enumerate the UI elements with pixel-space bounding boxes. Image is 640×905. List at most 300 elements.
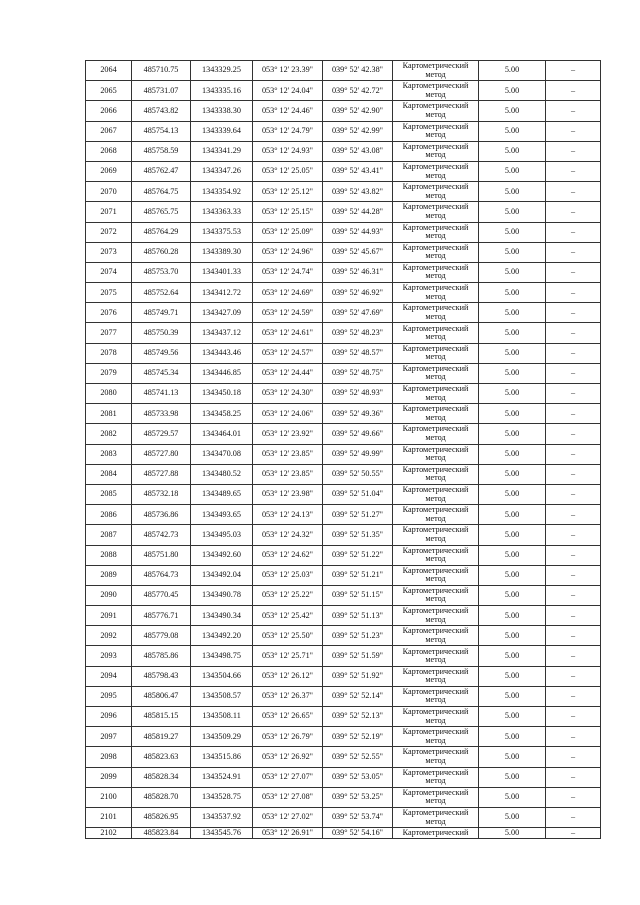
note-cell: – (546, 343, 601, 363)
latitude-cell: 053° 12' 24.96" (253, 242, 323, 262)
x-coordinate-cell: 485828.34 (132, 767, 191, 787)
accuracy-cell: 5.00 (479, 606, 546, 626)
method-cell: Картометрический метод (393, 807, 479, 827)
latitude-cell: 053° 12' 24.46" (253, 101, 323, 121)
longitude-cell: 039° 52' 48.75" (323, 363, 393, 383)
longitude-cell: 039° 52' 42.99" (323, 121, 393, 141)
point-number-cell: 2074 (86, 262, 132, 282)
note-cell: – (546, 828, 601, 839)
y-coordinate-cell: 1343389.30 (191, 242, 253, 262)
table-row (86, 444, 601, 464)
longitude-cell: 039° 52' 51.23" (323, 626, 393, 646)
table-row (86, 505, 601, 525)
x-coordinate-cell: 485815.15 (132, 707, 191, 727)
accuracy-cell: 5.00 (479, 141, 546, 161)
y-coordinate-cell: 1343338.30 (191, 101, 253, 121)
y-coordinate-cell: 1343492.60 (191, 545, 253, 565)
note-cell: – (546, 807, 601, 827)
longitude-cell: 039° 52' 51.35" (323, 525, 393, 545)
latitude-cell: 053° 12' 25.71" (253, 646, 323, 666)
x-coordinate-cell: 485733.98 (132, 404, 191, 424)
point-number-cell: 2079 (86, 363, 132, 383)
longitude-cell: 039° 52' 51.22" (323, 545, 393, 565)
note-cell: – (546, 525, 601, 545)
longitude-cell: 039° 52' 42.38" (323, 61, 393, 81)
note-cell: – (546, 424, 601, 444)
x-coordinate-cell: 485731.07 (132, 81, 191, 101)
note-cell: – (546, 404, 601, 424)
latitude-cell: 053° 12' 25.50" (253, 626, 323, 646)
latitude-cell: 053° 12' 24.61" (253, 323, 323, 343)
accuracy-cell: 5.00 (479, 101, 546, 121)
table-row (86, 323, 601, 343)
x-coordinate-cell: 485729.57 (132, 424, 191, 444)
x-coordinate-cell: 485741.13 (132, 384, 191, 404)
point-number-cell: 2070 (86, 182, 132, 202)
note-cell: – (546, 182, 601, 202)
table-row (86, 384, 601, 404)
y-coordinate-cell: 1343515.86 (191, 747, 253, 767)
y-coordinate-cell: 1343347.26 (191, 161, 253, 181)
table-row (86, 283, 601, 303)
latitude-cell: 053° 12' 24.62" (253, 545, 323, 565)
latitude-cell: 053° 12' 24.04" (253, 81, 323, 101)
latitude-cell: 053° 12' 26.79" (253, 727, 323, 747)
note-cell: – (546, 121, 601, 141)
longitude-cell: 039° 52' 52.55" (323, 747, 393, 767)
latitude-cell: 053° 12' 25.42" (253, 606, 323, 626)
latitude-cell: 053° 12' 24.44" (253, 363, 323, 383)
x-coordinate-cell: 485727.80 (132, 444, 191, 464)
x-coordinate-cell: 485749.56 (132, 343, 191, 363)
x-coordinate-cell: 485762.47 (132, 161, 191, 181)
table-row (86, 262, 601, 282)
table-row (86, 686, 601, 706)
x-coordinate-cell: 485785.86 (132, 646, 191, 666)
accuracy-cell: 5.00 (479, 363, 546, 383)
point-number-cell: 2088 (86, 545, 132, 565)
method-cell: Картометрический метод (393, 61, 479, 81)
y-coordinate-cell: 1343492.20 (191, 626, 253, 646)
longitude-cell: 039° 52' 42.90" (323, 101, 393, 121)
latitude-cell: 053° 12' 23.85" (253, 444, 323, 464)
accuracy-cell: 5.00 (479, 807, 546, 827)
x-coordinate-cell: 485732.18 (132, 484, 191, 504)
table-row (86, 141, 601, 161)
point-number-cell: 2093 (86, 646, 132, 666)
longitude-cell: 039° 52' 42.72" (323, 81, 393, 101)
accuracy-cell: 5.00 (479, 222, 546, 242)
method-cell: Картометрический метод (393, 404, 479, 424)
y-coordinate-cell: 1343537.92 (191, 807, 253, 827)
longitude-cell: 039° 52' 44.28" (323, 202, 393, 222)
latitude-cell: 053° 12' 25.12" (253, 182, 323, 202)
longitude-cell: 039° 52' 50.55" (323, 464, 393, 484)
note-cell: – (546, 484, 601, 504)
method-cell: Картометрический метод (393, 444, 479, 464)
latitude-cell: 053° 12' 25.15" (253, 202, 323, 222)
table-row (86, 404, 601, 424)
method-cell: Картометрический метод (393, 141, 479, 161)
y-coordinate-cell: 1343446.85 (191, 363, 253, 383)
y-coordinate-cell: 1343493.65 (191, 505, 253, 525)
method-cell: Картометрический метод (393, 565, 479, 585)
y-coordinate-cell: 1343427.09 (191, 303, 253, 323)
y-coordinate-cell: 1343363.33 (191, 202, 253, 222)
longitude-cell: 039° 52' 51.04" (323, 484, 393, 504)
x-coordinate-cell: 485710.75 (132, 61, 191, 81)
point-number-cell: 2086 (86, 505, 132, 525)
y-coordinate-cell: 1343545.76 (191, 828, 253, 839)
x-coordinate-cell: 485752.64 (132, 283, 191, 303)
latitude-cell: 053° 12' 27.08" (253, 787, 323, 807)
y-coordinate-cell: 1343375.53 (191, 222, 253, 242)
x-coordinate-cell: 485760.28 (132, 242, 191, 262)
point-number-cell: 2073 (86, 242, 132, 262)
note-cell: – (546, 61, 601, 81)
note-cell: – (546, 545, 601, 565)
y-coordinate-cell: 1343504.66 (191, 666, 253, 686)
point-number-cell: 2090 (86, 585, 132, 605)
accuracy-cell: 5.00 (479, 444, 546, 464)
accuracy-cell: 5.00 (479, 666, 546, 686)
y-coordinate-cell: 1343490.78 (191, 585, 253, 605)
longitude-cell: 039° 52' 44.93" (323, 222, 393, 242)
note-cell: – (546, 141, 601, 161)
longitude-cell: 039° 52' 52.13" (323, 707, 393, 727)
latitude-cell: 053° 12' 25.22" (253, 585, 323, 605)
latitude-cell: 053° 12' 27.02" (253, 807, 323, 827)
accuracy-cell: 5.00 (479, 404, 546, 424)
point-number-cell: 2094 (86, 666, 132, 686)
longitude-cell: 039° 52' 53.74" (323, 807, 393, 827)
method-cell: Картометрический метод (393, 81, 479, 101)
method-cell: Картометрический метод (393, 343, 479, 363)
longitude-cell: 039° 52' 54.16" (323, 828, 393, 839)
table-row (86, 727, 601, 747)
x-coordinate-cell: 485753.70 (132, 262, 191, 282)
note-cell: – (546, 747, 601, 767)
latitude-cell: 053° 12' 26.65" (253, 707, 323, 727)
method-cell: Картометрический метод (393, 464, 479, 484)
method-cell: Картометрический метод (393, 262, 479, 282)
longitude-cell: 039° 52' 52.19" (323, 727, 393, 747)
table-row (86, 343, 601, 363)
x-coordinate-cell: 485745.34 (132, 363, 191, 383)
method-cell: Картометрический метод (393, 101, 479, 121)
point-number-cell: 2087 (86, 525, 132, 545)
x-coordinate-cell: 485754.13 (132, 121, 191, 141)
method-cell: Картометрический метод (393, 424, 479, 444)
accuracy-cell: 5.00 (479, 202, 546, 222)
longitude-cell: 039° 52' 51.27" (323, 505, 393, 525)
latitude-cell: 053° 12' 26.92" (253, 747, 323, 767)
x-coordinate-cell: 485828.70 (132, 787, 191, 807)
y-coordinate-cell: 1343341.29 (191, 141, 253, 161)
accuracy-cell: 5.00 (479, 747, 546, 767)
longitude-cell: 039° 52' 49.66" (323, 424, 393, 444)
table-row (86, 666, 601, 686)
point-number-cell: 2064 (86, 61, 132, 81)
point-number-cell: 2099 (86, 767, 132, 787)
accuracy-cell: 5.00 (479, 61, 546, 81)
table-row (86, 626, 601, 646)
longitude-cell: 039° 52' 51.21" (323, 565, 393, 585)
table-row (86, 787, 601, 807)
accuracy-cell: 5.00 (479, 646, 546, 666)
point-number-cell: 2102 (86, 828, 132, 839)
method-cell: Картометрический метод (393, 646, 479, 666)
method-cell: Картометрический метод (393, 505, 479, 525)
table-row (86, 807, 601, 827)
x-coordinate-cell: 485751.80 (132, 545, 191, 565)
x-coordinate-cell: 485798.43 (132, 666, 191, 686)
point-number-cell: 2085 (86, 484, 132, 504)
latitude-cell: 053° 12' 24.30" (253, 384, 323, 404)
x-coordinate-cell: 485764.73 (132, 565, 191, 585)
accuracy-cell: 5.00 (479, 121, 546, 141)
method-cell: Картометрический метод (393, 525, 479, 545)
y-coordinate-cell: 1343528.75 (191, 787, 253, 807)
y-coordinate-cell: 1343492.04 (191, 565, 253, 585)
method-cell: Картометрический метод (393, 787, 479, 807)
table-row (86, 585, 601, 605)
note-cell: – (546, 686, 601, 706)
note-cell: – (546, 81, 601, 101)
y-coordinate-cell: 1343480.52 (191, 464, 253, 484)
latitude-cell: 053° 12' 24.57" (253, 343, 323, 363)
table-row (86, 646, 601, 666)
longitude-cell: 039° 52' 46.92" (323, 283, 393, 303)
y-coordinate-cell: 1343437.12 (191, 323, 253, 343)
accuracy-cell: 5.00 (479, 828, 546, 839)
method-cell: Картометрический метод (393, 747, 479, 767)
note-cell: – (546, 727, 601, 747)
latitude-cell: 053° 12' 24.13" (253, 505, 323, 525)
accuracy-cell: 5.00 (479, 565, 546, 585)
method-cell: Картометрический метод (393, 283, 479, 303)
latitude-cell: 053° 12' 24.74" (253, 262, 323, 282)
point-number-cell: 2081 (86, 404, 132, 424)
longitude-cell: 039° 52' 48.57" (323, 343, 393, 363)
method-cell: Картометрический метод (393, 242, 479, 262)
method-cell: Картометрический метод (393, 363, 479, 383)
point-number-cell: 2077 (86, 323, 132, 343)
accuracy-cell: 5.00 (479, 505, 546, 525)
point-number-cell: 2069 (86, 161, 132, 181)
table-row (86, 525, 601, 545)
table-row (86, 484, 601, 504)
accuracy-cell: 5.00 (479, 384, 546, 404)
point-number-cell: 2076 (86, 303, 132, 323)
table-row (86, 101, 601, 121)
y-coordinate-cell: 1343401.33 (191, 262, 253, 282)
point-number-cell: 2078 (86, 343, 132, 363)
note-cell: – (546, 303, 601, 323)
point-number-cell: 2071 (86, 202, 132, 222)
latitude-cell: 053° 12' 24.69" (253, 283, 323, 303)
longitude-cell: 039° 52' 53.05" (323, 767, 393, 787)
y-coordinate-cell: 1343464.01 (191, 424, 253, 444)
table-row (86, 202, 601, 222)
x-coordinate-cell: 485779.08 (132, 626, 191, 646)
note-cell: – (546, 202, 601, 222)
longitude-cell: 039° 52' 48.93" (323, 384, 393, 404)
method-cell: Картометрический метод (393, 767, 479, 787)
x-coordinate-cell: 485727.88 (132, 464, 191, 484)
longitude-cell: 039° 52' 52.14" (323, 686, 393, 706)
method-cell: Картометрический метод (393, 121, 479, 141)
y-coordinate-cell: 1343508.11 (191, 707, 253, 727)
note-cell: – (546, 787, 601, 807)
table-row (86, 767, 601, 787)
latitude-cell: 053° 12' 26.12" (253, 666, 323, 686)
table-row (86, 182, 601, 202)
method-cell: Картометрический метод (393, 384, 479, 404)
table-row (86, 424, 601, 444)
table-row (86, 606, 601, 626)
y-coordinate-cell: 1343489.65 (191, 484, 253, 504)
accuracy-cell: 5.00 (479, 525, 546, 545)
accuracy-cell: 5.00 (479, 707, 546, 727)
note-cell: – (546, 363, 601, 383)
table-row (86, 161, 601, 181)
note-cell: – (546, 262, 601, 282)
point-number-cell: 2067 (86, 121, 132, 141)
latitude-cell: 053° 12' 24.32" (253, 525, 323, 545)
latitude-cell: 053° 12' 24.79" (253, 121, 323, 141)
accuracy-cell: 5.00 (479, 161, 546, 181)
longitude-cell: 039° 52' 47.69" (323, 303, 393, 323)
point-number-cell: 2100 (86, 787, 132, 807)
point-number-cell: 2098 (86, 747, 132, 767)
y-coordinate-cell: 1343470.08 (191, 444, 253, 464)
note-cell: – (546, 767, 601, 787)
note-cell: – (546, 101, 601, 121)
accuracy-cell: 5.00 (479, 484, 546, 504)
note-cell: – (546, 161, 601, 181)
accuracy-cell: 5.00 (479, 424, 546, 444)
coordinates-table-body (86, 61, 601, 839)
y-coordinate-cell: 1343509.29 (191, 727, 253, 747)
longitude-cell: 039° 52' 51.13" (323, 606, 393, 626)
method-cell: Картометрический метод (393, 545, 479, 565)
table-row (86, 303, 601, 323)
accuracy-cell: 5.00 (479, 262, 546, 282)
y-coordinate-cell: 1343498.75 (191, 646, 253, 666)
table-row (86, 545, 601, 565)
y-coordinate-cell: 1343524.91 (191, 767, 253, 787)
table-row (86, 81, 601, 101)
accuracy-cell: 5.00 (479, 323, 546, 343)
note-cell: – (546, 283, 601, 303)
x-coordinate-cell: 485806.47 (132, 686, 191, 706)
method-cell: Картометрический метод (393, 666, 479, 686)
note-cell: – (546, 707, 601, 727)
method-cell: Картометрический метод (393, 626, 479, 646)
latitude-cell: 053° 12' 26.37" (253, 686, 323, 706)
latitude-cell: 053° 12' 24.93" (253, 141, 323, 161)
latitude-cell: 053° 12' 23.85" (253, 464, 323, 484)
table-row (86, 747, 601, 767)
x-coordinate-cell: 485743.82 (132, 101, 191, 121)
accuracy-cell: 5.00 (479, 626, 546, 646)
latitude-cell: 053° 12' 25.09" (253, 222, 323, 242)
latitude-cell: 053° 12' 23.39" (253, 61, 323, 81)
point-number-cell: 2065 (86, 81, 132, 101)
y-coordinate-cell: 1343335.16 (191, 81, 253, 101)
coordinates-table (85, 60, 601, 839)
longitude-cell: 039° 52' 45.67" (323, 242, 393, 262)
x-coordinate-cell: 485823.63 (132, 747, 191, 767)
point-number-cell: 2097 (86, 727, 132, 747)
note-cell: – (546, 242, 601, 262)
accuracy-cell: 5.00 (479, 545, 546, 565)
note-cell: – (546, 666, 601, 686)
accuracy-cell: 5.00 (479, 81, 546, 101)
point-number-cell: 2091 (86, 606, 132, 626)
latitude-cell: 053° 12' 26.91" (253, 828, 323, 839)
accuracy-cell: 5.00 (479, 686, 546, 706)
method-cell: Картометрический метод (393, 606, 479, 626)
method-cell: Картометрический метод (393, 202, 479, 222)
method-cell: Картометрический метод (393, 222, 479, 242)
y-coordinate-cell: 1343339.64 (191, 121, 253, 141)
method-cell: Картометрический (393, 828, 479, 839)
longitude-cell: 039° 52' 49.36" (323, 404, 393, 424)
longitude-cell: 039° 52' 53.25" (323, 787, 393, 807)
point-number-cell: 2066 (86, 101, 132, 121)
y-coordinate-cell: 1343354.92 (191, 182, 253, 202)
longitude-cell: 039° 52' 51.15" (323, 585, 393, 605)
point-number-cell: 2072 (86, 222, 132, 242)
y-coordinate-cell: 1343508.57 (191, 686, 253, 706)
point-number-cell: 2092 (86, 626, 132, 646)
x-coordinate-cell: 485776.71 (132, 606, 191, 626)
note-cell: – (546, 222, 601, 242)
point-number-cell: 2083 (86, 444, 132, 464)
x-coordinate-cell: 485764.75 (132, 182, 191, 202)
y-coordinate-cell: 1343412.72 (191, 283, 253, 303)
point-number-cell: 2080 (86, 384, 132, 404)
x-coordinate-cell: 485749.71 (132, 303, 191, 323)
method-cell: Картометрический метод (393, 303, 479, 323)
x-coordinate-cell: 485770.45 (132, 585, 191, 605)
point-number-cell: 2082 (86, 424, 132, 444)
longitude-cell: 039° 52' 48.23" (323, 323, 393, 343)
latitude-cell: 053° 12' 24.06" (253, 404, 323, 424)
x-coordinate-cell: 485742.73 (132, 525, 191, 545)
point-number-cell: 2101 (86, 807, 132, 827)
table-row (86, 363, 601, 383)
method-cell: Картометрический метод (393, 484, 479, 504)
note-cell: – (546, 323, 601, 343)
method-cell: Картометрический метод (393, 686, 479, 706)
table-row (86, 222, 601, 242)
method-cell: Картометрический метод (393, 161, 479, 181)
method-cell: Картометрический метод (393, 585, 479, 605)
latitude-cell: 053° 12' 24.59" (253, 303, 323, 323)
table-row (86, 707, 601, 727)
method-cell: Картометрический метод (393, 727, 479, 747)
longitude-cell: 039° 52' 49.99" (323, 444, 393, 464)
longitude-cell: 039° 52' 51.92" (323, 666, 393, 686)
y-coordinate-cell: 1343443.46 (191, 343, 253, 363)
point-number-cell: 2095 (86, 686, 132, 706)
x-coordinate-cell: 485819.27 (132, 727, 191, 747)
x-coordinate-cell: 485823.84 (132, 828, 191, 839)
accuracy-cell: 5.00 (479, 343, 546, 363)
